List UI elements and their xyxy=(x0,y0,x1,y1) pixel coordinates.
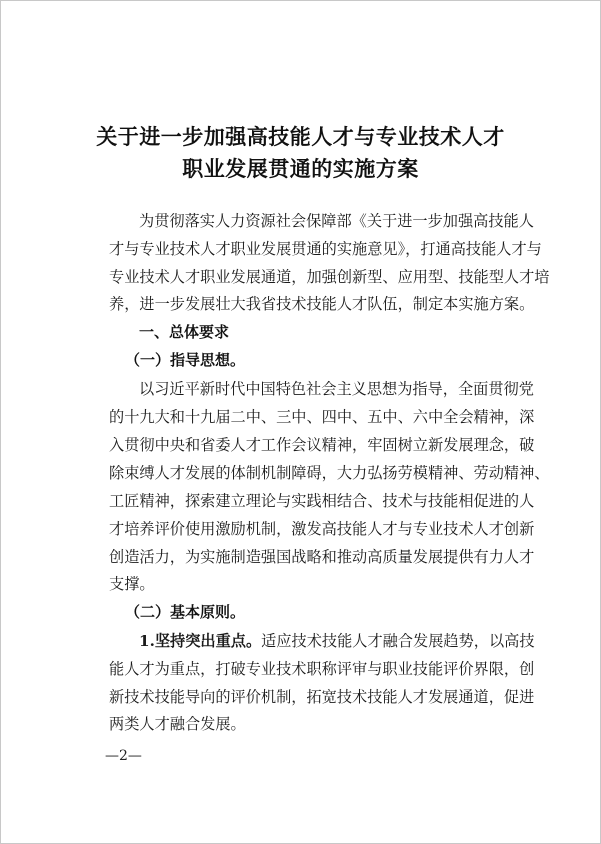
principle-1-first-line xyxy=(139,630,535,651)
intro-line-3: 专业技术人才职业发展通道，加强创新型、应用型、技能型人才培 xyxy=(109,268,550,286)
document-title-line-1: 关于进一步加强高技能人才与专业技术人才 xyxy=(96,124,505,149)
principle-1-line-3: 新技术技能导向的评价机制，拓宽技术技能人才发展通道，促进 xyxy=(109,688,535,706)
ideology-line-7: 创造活力，为实施制造强国战略和推动高质量发展提供有力人才 xyxy=(109,548,535,566)
ideology-line-3: 入贯彻中央和省委人才工作会议精神，牢固树立新发展理念，破 xyxy=(109,436,535,454)
ideology-line-6: 才培养评价使用激励机制，激发高技能人才与专业技术人才创新 xyxy=(109,520,535,538)
document-title-line-2: 职业发展贯通的实施方案 xyxy=(182,156,419,181)
intro-line-1: 为贯彻落实人力资源社会保障部《关于进一步加强高技能人 xyxy=(139,212,534,230)
ideology-line-1: 以习近平新时代中国特色社会主义思想为指导，全面贯彻党 xyxy=(139,380,534,398)
principle-1-first-rest: 适应技术技能人才融合发展趋势，以高技 xyxy=(261,632,535,650)
ideology-line-5: 工匠精神，探索建立理论与实践相结合、技术与技能相促进的人 xyxy=(109,492,535,510)
intro-line-2: 才与专业技术人才职业发展贯通的实施意见》，打通高技能人才与 xyxy=(109,240,542,258)
ideology-line-4: 除束缚人才发展的体制机制障碍，大力弘扬劳模精神、劳动精神、 xyxy=(109,464,550,482)
principle-1-line-2: 能人才为重点，打破专业技术职称评审与职业技能评价界限，创 xyxy=(109,660,535,678)
intro-line-4: 养，进一步发展壮大我省技术技能人才队伍，制定本实施方案。 xyxy=(109,295,535,313)
ideology-line-2: 的十九大和十九届二中、三中、四中、五中、六中全会精神，深 xyxy=(109,408,535,426)
page-number: —2— xyxy=(105,748,142,764)
subsection-heading-basic-principles: （二）基本原则。 xyxy=(125,603,246,621)
principle-1-line-4: 两类人才融合发展。 xyxy=(109,715,246,733)
principle-1-lead: 1.坚持突出重点。 xyxy=(139,632,262,650)
section-heading-general-requirements: 一、总体要求 xyxy=(139,323,230,341)
subsection-heading-guiding-ideology: （一）指导思想。 xyxy=(125,351,246,369)
ideology-line-8: 支撑。 xyxy=(109,575,155,593)
